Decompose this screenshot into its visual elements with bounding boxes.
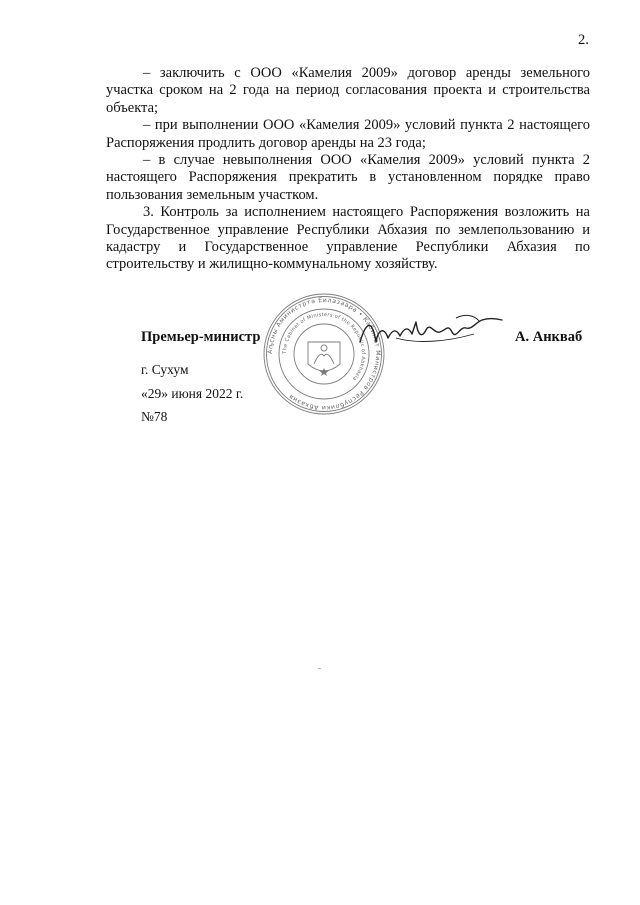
seal-outer-text: Аҧсны Аминистртә Еилазаара • Кабинет Министров Республики Абхазия: [266, 296, 382, 412]
document-date: «29» июня 2022 г.: [141, 386, 244, 401]
paragraph-lease-termination: – в случае невыполнения ООО «Камелия 2009» условий пункта 2 настоящего Распоряжения прекратить в установленном порядке право пользования земельным участком.: [106, 152, 590, 203]
official-seal: [262, 292, 386, 416]
document-place: г. Сухум: [141, 362, 189, 377]
document-body: [106, 65, 590, 274]
paragraph-lease-agreement: – заключить с ООО «Камелия 2009» договор аренды земельного участка сроком на 2 года на период согласования проекта и строительства объекта;: [106, 65, 590, 116]
document-number: №78: [141, 409, 168, 424]
signatory-title: Премьер-министр: [141, 329, 261, 345]
paragraph-control-clause: 3. Контроль за исполнением настоящего Распоряжения возложить на Государственное управление Республики Абхазия по землепользованию и кадастру и Государственное управление Республики Абхазия по строительству и жилищно-коммунальному хозяйству.: [106, 204, 590, 273]
handwritten-signature: [356, 312, 506, 352]
paragraph-lease-extension: – при выполнении ООО «Камелия 2009» условий пункта 2 настоящего Распоряжения продлить договор аренды на 23 года;: [106, 117, 590, 151]
page-number: 2.: [578, 32, 589, 48]
seal-inner-text: The Cabinet of Ministers of the Republic of Abkhazia: [281, 311, 367, 382]
scan-artifact: [318, 668, 321, 669]
signatory-name: А. Анкваб: [515, 329, 583, 345]
